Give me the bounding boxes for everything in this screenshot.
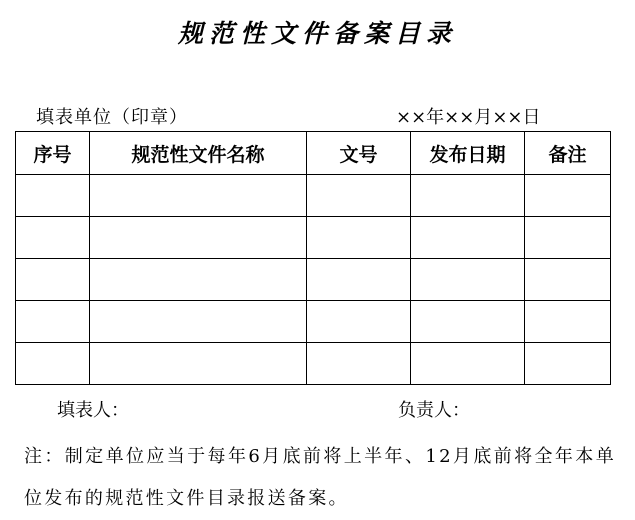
column-header-document-name: 规范性文件名称	[90, 132, 307, 175]
table-cell	[525, 301, 611, 343]
table-row	[16, 217, 611, 259]
table-cell	[307, 301, 411, 343]
table-cell	[16, 175, 90, 217]
table-cell	[411, 343, 525, 385]
responsible-person-label: 负责人：	[398, 400, 470, 421]
filler-label: 填表人：	[57, 400, 129, 421]
table-cell	[16, 301, 90, 343]
table-cell	[90, 259, 307, 301]
table-cell	[16, 217, 90, 259]
table-cell	[525, 217, 611, 259]
fill-unit-label: 填表单位（印章）	[36, 107, 188, 128]
table-header-row	[16, 132, 611, 175]
table-row	[16, 301, 611, 343]
table-cell	[90, 301, 307, 343]
table-cell	[16, 343, 90, 385]
filing-note: 注：制定单位应当于每年6月底前将上半年、12月底前将全年本单位发布的规范性文件目录报送备案。	[24, 446, 616, 509]
table-cell	[90, 175, 307, 217]
table-cell	[307, 259, 411, 301]
table-cell	[411, 217, 525, 259]
table-cell	[16, 259, 90, 301]
column-header-document-number: 文号	[307, 132, 411, 175]
table-cell	[307, 343, 411, 385]
table-cell	[411, 301, 525, 343]
table-cell	[525, 259, 611, 301]
table-row	[16, 343, 611, 385]
table-cell	[307, 217, 411, 259]
table-row	[16, 175, 611, 217]
table-cell	[411, 175, 525, 217]
table-cell	[525, 343, 611, 385]
table-cell	[525, 175, 611, 217]
column-header-publish-date: 发布日期	[411, 132, 525, 175]
date-label: ××年××月××日	[396, 107, 541, 128]
column-header-remarks: 备注	[525, 132, 611, 175]
document-title: 规范性文件备案目录	[177, 19, 457, 48]
table-cell	[90, 343, 307, 385]
table-cell	[90, 217, 307, 259]
table-row	[16, 259, 611, 301]
table-cell	[411, 259, 525, 301]
filing-table	[15, 131, 611, 385]
column-header-serial: 序号	[16, 132, 90, 175]
table-cell	[307, 175, 411, 217]
